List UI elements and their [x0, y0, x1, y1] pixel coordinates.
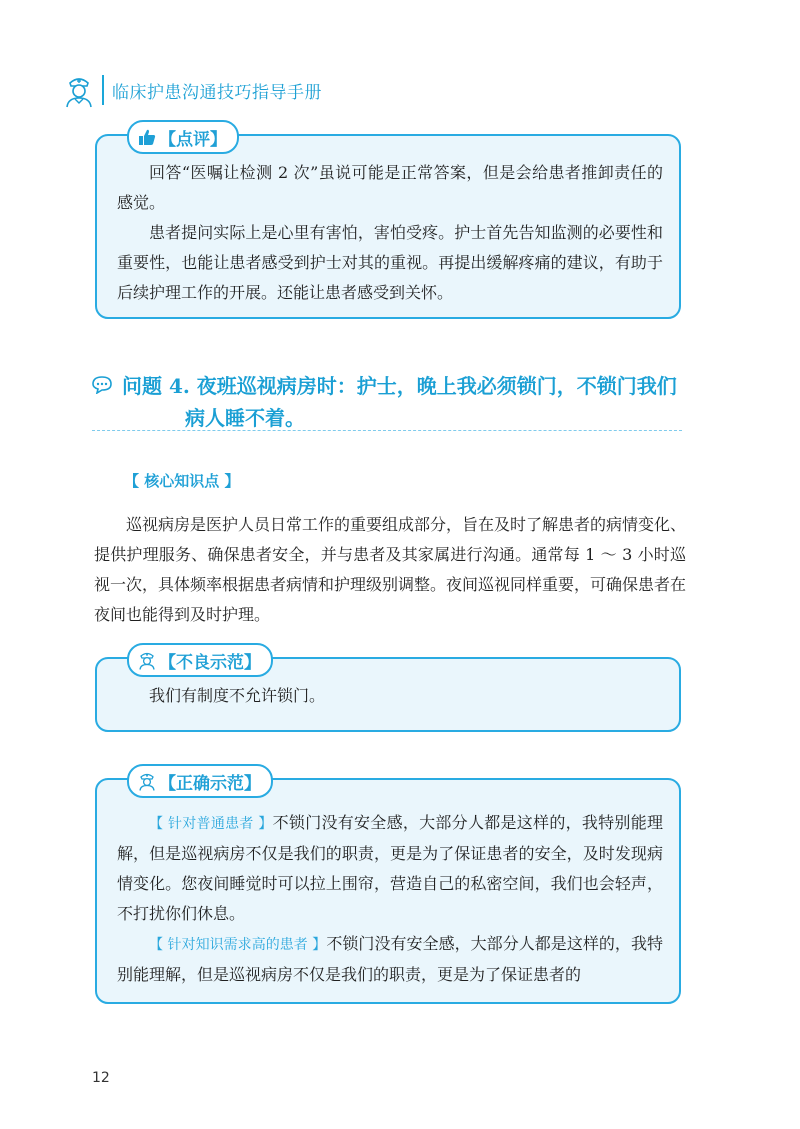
thumbs-up-icon [137, 127, 157, 147]
page-number: 12 [92, 1070, 110, 1086]
header-divider [102, 75, 104, 105]
review-content [117, 158, 663, 308]
header-title: 临床护患沟通技巧指导手册 [112, 82, 322, 103]
good-example-tag [127, 764, 273, 798]
bad-example-text: 我们有制度不允许锁门。 [149, 686, 326, 705]
bad-example-tag-label: 【不良示范】 [159, 652, 261, 673]
good-example-item-2-label: 【 针对知识需求高的患者 】 [149, 937, 327, 953]
review-tag-label: 【点评】 [159, 129, 227, 150]
good-example-box [95, 773, 681, 1004]
bad-example-tag [127, 643, 273, 677]
question-line-1: 问题 4. 夜班巡视病房时：护士，晚上我必须锁门，不锁门我们 [122, 374, 677, 398]
good-example-item-2-text: 不锁门没有安全感，大部分人都是这样的，我特别能理解，但是巡视病房不仅是我们的职责，更是为了保证患者的 [117, 934, 663, 984]
question-line-2: 病人睡不着。 [185, 406, 305, 430]
review-paragraph-1: 回答“医嘱让检测 2 次”虽说可能是正常答案，但是会给患者推卸责任的感觉。 [117, 163, 663, 212]
key-points-body [94, 510, 686, 630]
nurse-icon [137, 650, 157, 670]
good-example-tag-label: 【正确示范】 [159, 773, 261, 794]
key-points-text: 巡视病房是医护人员日常工作的重要组成部分，旨在及时了解患者的病情变化、提供护理服务、确保患者安全，并与患者及其家属进行沟通。通常每 1 ～ 3 小时巡视一次，具体频率根据患者病情和护理级别调整。夜间巡视同样重要，可确保患者在夜间也能得到及时护理。 [94, 515, 687, 624]
good-example-item-2 [117, 929, 663, 990]
running-header [62, 70, 322, 110]
good-example-item-1 [117, 808, 663, 929]
good-example-item-1-label: 【 针对普通患者 】 [149, 816, 273, 832]
dashed-divider [92, 430, 682, 431]
nurse-icon [137, 771, 157, 791]
bad-example-content [117, 681, 663, 711]
question-text [122, 370, 682, 434]
good-example-item-1-text: 不锁门没有安全感，大部分人都是这样的，我特别能理解，但是巡视病房不仅是我们的职责，更是为了保证患者的安全，及时发现病情变化。您夜间睡觉时可以拉上围帘，营造自己的私密空间，我们也会轻声，不打扰你们休息。 [117, 813, 663, 923]
review-box [95, 129, 681, 319]
review-paragraph-2: 患者提问实际上是心里有害怕，害怕受疼。护士首先告知监测的必要性和重要性，也能让患者感受到护士对其的重视。再提出缓解疼痛的建议，有助于后续护理工作的开展。还能让患者感受到关怀。 [117, 223, 663, 302]
key-points-heading: 【 核心知识点 】 [124, 472, 240, 490]
speech-bubble-icon [92, 376, 112, 394]
nurse-icon [62, 72, 96, 108]
bad-example-box [95, 652, 681, 732]
good-example-content [117, 808, 663, 990]
review-tag [127, 120, 239, 154]
